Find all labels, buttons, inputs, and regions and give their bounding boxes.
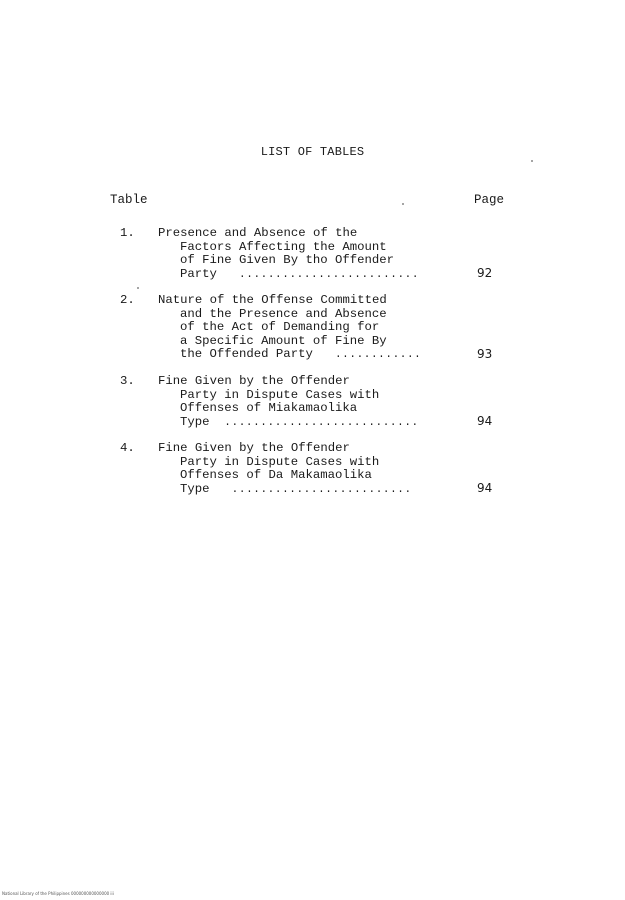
page-title: LIST OF TABLES <box>260 145 365 159</box>
column-header-table: Table <box>110 193 148 207</box>
entry-line: of the Act of Demanding for <box>180 320 380 334</box>
entry-line: and the Presence and Absence <box>180 306 387 321</box>
entry-title <box>158 294 478 363</box>
entry-line: Party in Dispute Cases with <box>180 387 380 402</box>
entry-last-line <box>158 416 478 431</box>
entry-page-number: 94 <box>477 481 493 495</box>
entry-last-line <box>158 483 478 498</box>
entry-last-line <box>158 348 478 363</box>
entry-line: Presence and Absence of the <box>158 226 358 240</box>
scan-speck <box>531 160 533 162</box>
scan-speck <box>137 287 139 289</box>
entry-line: Fine Given by the Offender <box>158 374 350 388</box>
dot-leader: ............ <box>334 349 422 361</box>
entry-line: of Fine Given By tho Offender <box>180 253 395 267</box>
entry-line: Fine Given by the Offender <box>158 441 350 455</box>
entry-line: Nature of the Offense Committed <box>158 293 387 307</box>
entry-page-number: 93 <box>477 347 493 361</box>
entry-number: 2. <box>120 293 135 307</box>
entry-page-number: 92 <box>477 266 493 280</box>
entry-line: a Specific Amount of Fine By <box>180 333 387 348</box>
entry-title <box>158 442 478 497</box>
entry-number: 3. <box>120 374 135 388</box>
entry-number: 1. <box>120 226 135 240</box>
entry-last-line <box>158 268 478 283</box>
column-header-page: Page <box>474 193 505 207</box>
entry-line: the Offended Party <box>180 347 313 361</box>
entry-line: Offenses of Da Makamaolika <box>180 468 372 482</box>
dot-leader: ........................... <box>224 416 419 429</box>
entry-title <box>158 227 478 282</box>
entry-line: Party in Dispute Cases with <box>180 454 380 469</box>
scan-speck <box>402 203 404 205</box>
entry-line: Party <box>180 266 217 281</box>
entry-line: Type <box>180 414 210 429</box>
entry-line: Factors Affecting the Amount <box>180 239 387 254</box>
entry-line: Type <box>180 481 210 496</box>
entry-number: 4. <box>120 441 135 455</box>
entry-title <box>158 375 478 430</box>
library-footer: National Library of the Philippines 000000000000000 iii <box>2 891 114 896</box>
dot-leader: ......................... <box>231 483 412 496</box>
entry-page-number: 94 <box>477 414 493 428</box>
dot-leader: ......................... <box>239 268 420 281</box>
entry-line: Offenses of Miakamaolika <box>180 401 358 415</box>
